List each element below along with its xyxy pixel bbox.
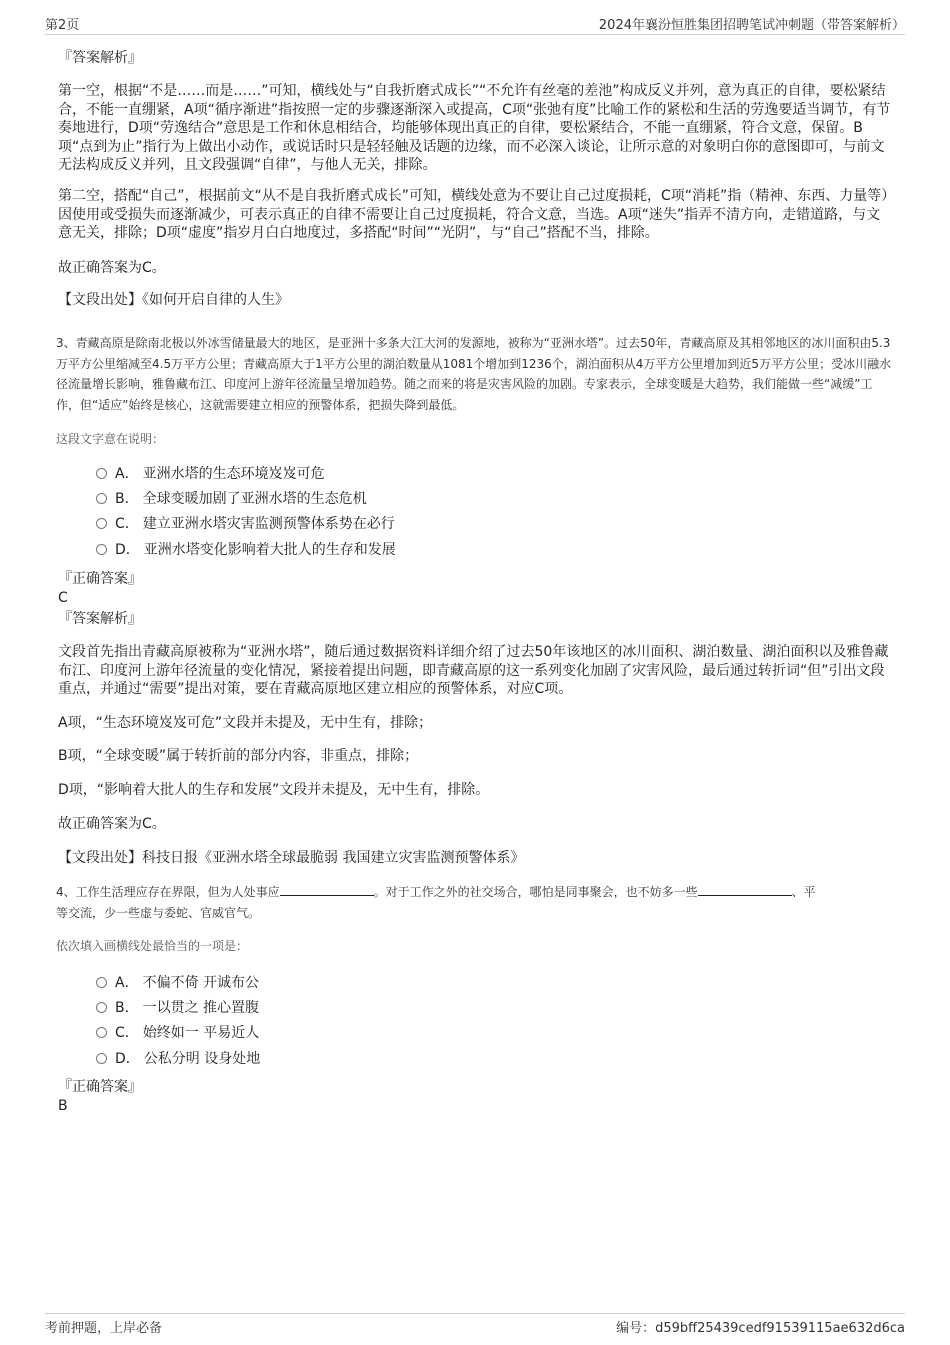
option-b[interactable]: B． 全球变暖加剧了亚洲水塔的生态危机	[96, 490, 367, 508]
option-b[interactable]: B． 一以贯之 推心置腹	[96, 999, 259, 1017]
option-a[interactable]: A． 亚洲水塔的生态环境岌岌可危	[96, 465, 325, 483]
analysis-line: A项，“生态环境岌岌可危”文段并未提及，无中生有，排除；	[58, 715, 433, 731]
source-citation: 【文段出处】科技日报《亚洲水塔全球最脆弱 我国建立灾害监测预警体系》	[58, 850, 525, 866]
document-title: 2024年襄汾恒胜集团招聘笔试冲刺题（带答案解析）	[598, 18, 905, 33]
analysis-line: B项，“全球变暖”属于转折前的部分内容，非重点，排除；	[58, 748, 419, 764]
option-d[interactable]: D． 公私分明 设身处地	[96, 1050, 260, 1068]
radio-icon[interactable]	[96, 1053, 107, 1064]
radio-icon[interactable]	[96, 1002, 107, 1013]
answer-value: B	[58, 1098, 68, 1114]
option-c[interactable]: C． 始终如一 平易近人	[96, 1024, 259, 1042]
radio-icon[interactable]	[96, 518, 107, 529]
radio-icon[interactable]	[96, 977, 107, 988]
analysis-paragraph: 第二空，搭配“自己”，根据前文“从不是自我折磨式成长”可知，横线处意为不要让自己过度损耗，C项“消耗”指（精神、东西、力量等）因使用或受损失而逐渐减少，可表示真正的自律不需要让自己过度损耗，符合文意，当选。A项“迷失”指弄不清方向，走错道路，与文意无关，排除；D项“虚度”指岁月白白地度过，多搭配“时间”“光阴”，与“自己”搭配不当，排除。	[58, 188, 889, 242]
radio-icon[interactable]	[96, 468, 107, 479]
question-prompt: 这段文字意在说明：	[56, 432, 165, 446]
analysis-paragraph: 文段首先指出青藏高原被称为“亚洲水塔”，随后通过数据资料详细介绍了过去50年该地区的冰川面积、湖泊数量、湖泊面积以及雅鲁藏布江、印度河上游年径流量的变化情况，紧接着提出问题，即青藏高原的这一系列变化加剧了灾害风险，最后通过转折词“但”引出文段重点，并通过“需要”提出对策，要在青藏高原地区建立相应的预警体系，对应C项。	[58, 644, 889, 698]
answer-value: C	[58, 590, 68, 606]
answer-conclusion: 故正确答案为C。	[58, 260, 166, 276]
page-header	[45, 14, 905, 35]
page-number: 第2页	[45, 18, 80, 33]
document-code: 编号：d59bff25439cedf91539115ae632d6ca	[616, 1321, 905, 1336]
fill-blank	[280, 885, 374, 896]
fill-blank	[698, 885, 792, 896]
question-stem: 3、青藏高原是除南北极以外冰雪储量最大的地区，是亚洲十多条大江大河的发源地，被称为“亚洲水塔”。过去50年，青藏高原及其相邻地区的冰川面积由5.3万平方公里缩减至4.5万平方公里；青藏高原大于1平方公里的湖泊数量从1081个增加到1236个，湖泊面积从4万平方公里增加到近5万平方公里；受冰川融水径流量增长影响，雅鲁藏布江、印度河上游年径流量呈增加趋势。随之而来的将是灾害风险的加剧。专家表示，全球变暖是大趋势，我们能做一些“减缓”工作，但“适应”始终是核心，这就需要建立相应的预警体系，把损失降到最低。	[56, 336, 892, 412]
analysis-line: D项，“影响着大批人的生存和发展”文段并未提及，无中生有，排除。	[58, 782, 490, 798]
page-footer	[45, 1313, 905, 1336]
analysis-heading: 『答案解析』	[58, 611, 142, 627]
analysis-heading: 『答案解析』	[58, 50, 142, 66]
footer-slogan: 考前押题，上岸必备	[45, 1321, 163, 1336]
radio-icon[interactable]	[96, 1027, 107, 1038]
radio-icon[interactable]	[96, 544, 107, 555]
question-prompt: 依次填入画横线处最恰当的一项是：	[56, 939, 249, 953]
radio-icon[interactable]	[96, 493, 107, 504]
question-stem-line: 等交流，少一些虚与委蛇、官威官气。	[56, 906, 261, 920]
option-c[interactable]: C． 建立亚洲水塔灾害监测预警体系势在必行	[96, 515, 395, 533]
question-stem: 4、工作生活理应存在界限，但为人处事应 。对于工作之外的社交场合，哪怕是同事聚会，也不妨多一些 、平	[56, 885, 816, 899]
option-a[interactable]: A． 不偏不倚 开诚布公	[96, 974, 259, 992]
analysis-paragraph: 第一空，根据“不是……而是……”可知，横线处与“自我折磨式成长”“不允许有丝毫的差池”构成反义并列，意为真正的自律，要松紧结合，不能一直绷紧，A项“循序渐进”指按照一定的步骤逐渐深入或提高，C项“张弛有度”比喻工作的紧松和生活的劳逸要适当调节，有节奏地进行，D项“劳逸结合”意思是工作和休息相结合，均能够体现出真正的自律，要松紧结合，不能一直绷紧，符合文意，保留。B项“点到为止”指行为上做出小动作，或说话时只是轻轻触及话题的边缘，而不必深入谈论，让所示意的对象明白你的意图即可，与前文无法构成反义并列，且文段强调“自律”，与他人无关，排除。	[58, 83, 891, 174]
answer-conclusion: 故正确答案为C。	[58, 816, 166, 832]
option-d[interactable]: D． 亚洲水塔变化影响着大批人的生存和发展	[96, 541, 396, 559]
source-citation: 【文段出处】《如何开启自律的人生》	[58, 292, 289, 308]
answer-heading: 『正确答案』	[58, 1079, 142, 1095]
answer-heading: 『正确答案』	[58, 571, 142, 587]
